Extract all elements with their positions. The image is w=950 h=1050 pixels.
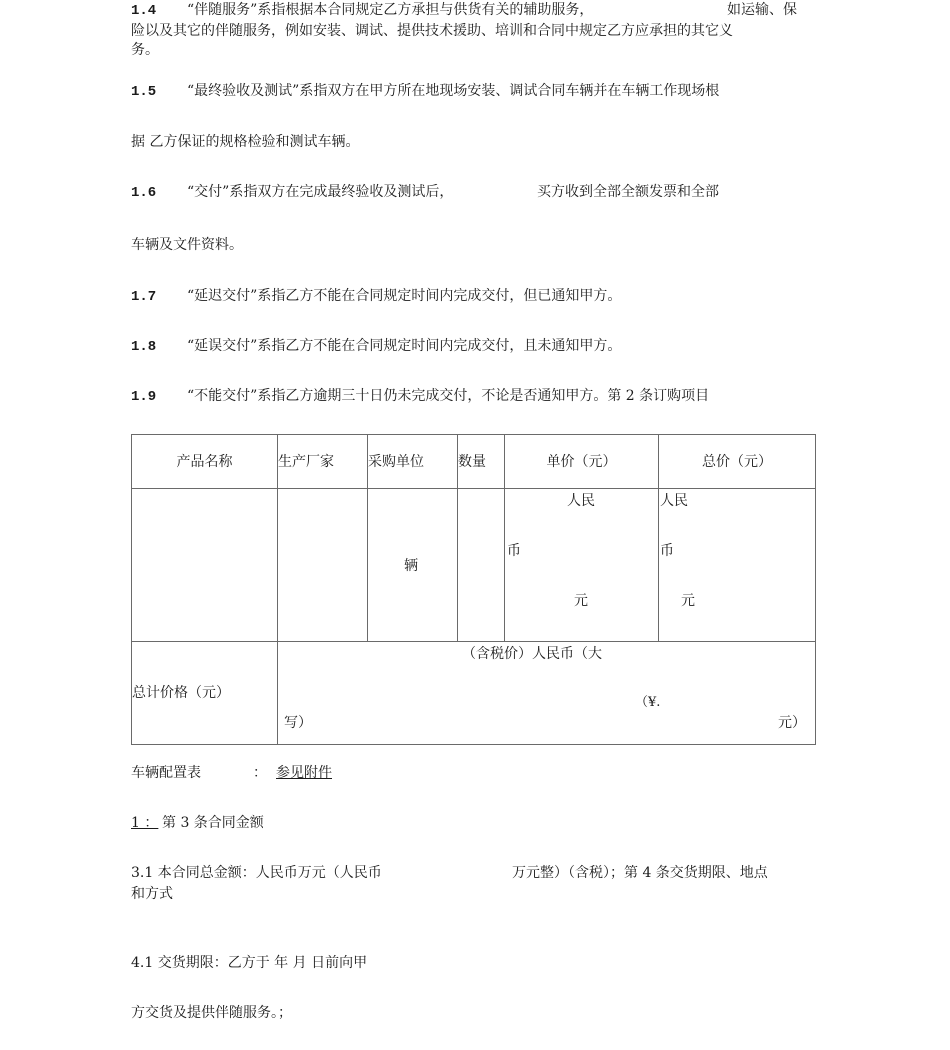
config-colon: ： bbox=[253, 765, 267, 781]
clause-1-7 bbox=[131, 286, 621, 307]
clause-3-1-line1-tail: 万元整）（含税）；第 4 条交货期限、地点 bbox=[512, 865, 768, 881]
cell-manufacturer bbox=[278, 489, 368, 642]
clause-text: “伴随服务”系指根据本合同规定乙方承担与供货有关的辅助服务， bbox=[187, 2, 594, 18]
note-marker: 1 ： bbox=[131, 815, 159, 831]
total-line-1: （含税价）人民币（大 bbox=[462, 646, 602, 662]
total-price-part-a: 人民 bbox=[660, 493, 688, 509]
total-line-3a: 写） bbox=[284, 715, 312, 731]
total-price-part-b: 币 bbox=[660, 543, 674, 559]
config-attachment-link[interactable]: 参见附件 bbox=[276, 765, 332, 781]
unit-price-part-a: 人民 bbox=[567, 493, 595, 509]
cell-product-name bbox=[132, 489, 278, 642]
clause-text: “不能交付”系指乙方逾期三十日仍未完成交付，不论是否通知甲方。第 2 条订购项目 bbox=[187, 388, 710, 404]
clause-number: 1.7 bbox=[131, 289, 157, 305]
clause-1-8 bbox=[131, 336, 621, 357]
cell-purchase-unit bbox=[368, 489, 458, 642]
clause-4-1-line2: 方交货及提供伴随服务。； bbox=[131, 1005, 292, 1021]
clause-number: 1.5 bbox=[131, 84, 157, 100]
clause-number: 1.6 bbox=[131, 185, 157, 201]
total-line-3b: 元） bbox=[778, 715, 806, 731]
clause-1-9 bbox=[131, 386, 709, 407]
clause-4-1-line1: 4.1 交货期限：乙方于 年 月 日前向甲 bbox=[131, 955, 368, 971]
cell-quantity bbox=[458, 489, 505, 642]
clause-3-1-line2: 和方式 bbox=[131, 886, 173, 902]
clause-number: 1.8 bbox=[131, 339, 157, 355]
article-3-heading: 第 3 条合同金额 bbox=[162, 815, 264, 831]
order-table bbox=[131, 434, 816, 745]
clause-number: 1.9 bbox=[131, 389, 157, 405]
cell-total-price bbox=[659, 489, 816, 642]
header-product-name: 产品名称 bbox=[132, 435, 278, 489]
cell-unit-price bbox=[505, 489, 659, 642]
unit-price-part-b: 币 bbox=[507, 543, 521, 559]
unit-price-part-c: 元 bbox=[574, 593, 588, 609]
header-unit-price: 单价（元） bbox=[505, 435, 659, 489]
clause-1-6-line1 bbox=[131, 182, 453, 203]
config-label: 车辆配置表 bbox=[131, 765, 201, 781]
total-price-part-c: 元 bbox=[681, 593, 695, 609]
clause-1-4-line1 bbox=[131, 0, 593, 21]
header-purchase-unit: 采购单位 bbox=[368, 435, 458, 489]
clause-3-1-line1: 3.1 本合同总金额：人民币万元（人民币 bbox=[131, 865, 382, 881]
total-label: 总计价格（元） bbox=[132, 642, 278, 745]
clause-1-4-line1-tail: 如运输、保 bbox=[727, 2, 797, 18]
table-header-row bbox=[132, 435, 816, 489]
clause-1-5-line1 bbox=[131, 81, 719, 102]
clause-1-6-line1-tail: 买方收到全部全额发票和全部 bbox=[537, 184, 719, 200]
header-manufacturer: 生产厂家 bbox=[278, 435, 368, 489]
clause-text: “最终验收及测试”系指双方在甲方所在地现场安装、调试合同车辆并在车辆工作现场根 bbox=[187, 83, 720, 99]
header-quantity: 数量 bbox=[458, 435, 505, 489]
clause-text: “交付”系指双方在完成最终验收及测试后， bbox=[187, 184, 454, 200]
total-line-2: （¥. bbox=[635, 695, 661, 710]
clause-1-4-line2: 险以及其它的伴随服务，例如安装、调试、提供技术援助、培训和合同中规定乙方应承担的其它义 bbox=[131, 23, 733, 39]
clause-text: “延误交付”系指乙方不能在合同规定时间内完成交付，且未通知甲方。 bbox=[187, 338, 622, 354]
header-total-price: 总价（元） bbox=[659, 435, 816, 489]
unit-value: 辆 bbox=[404, 558, 418, 574]
table-row bbox=[132, 489, 816, 642]
clause-1-5-line2: 据 乙方保证的规格检验和测试车辆。 bbox=[131, 134, 360, 150]
clause-text: “延迟交付”系指乙方不能在合同规定时间内完成交付，但已通知甲方。 bbox=[187, 288, 622, 304]
table-total-row bbox=[132, 642, 816, 745]
total-value-cell bbox=[278, 642, 816, 745]
clause-1-4-line3: 务。 bbox=[131, 42, 159, 58]
clause-number: 1.4 bbox=[131, 3, 157, 19]
clause-1-6-line2: 车辆及文件资料。 bbox=[131, 237, 243, 253]
